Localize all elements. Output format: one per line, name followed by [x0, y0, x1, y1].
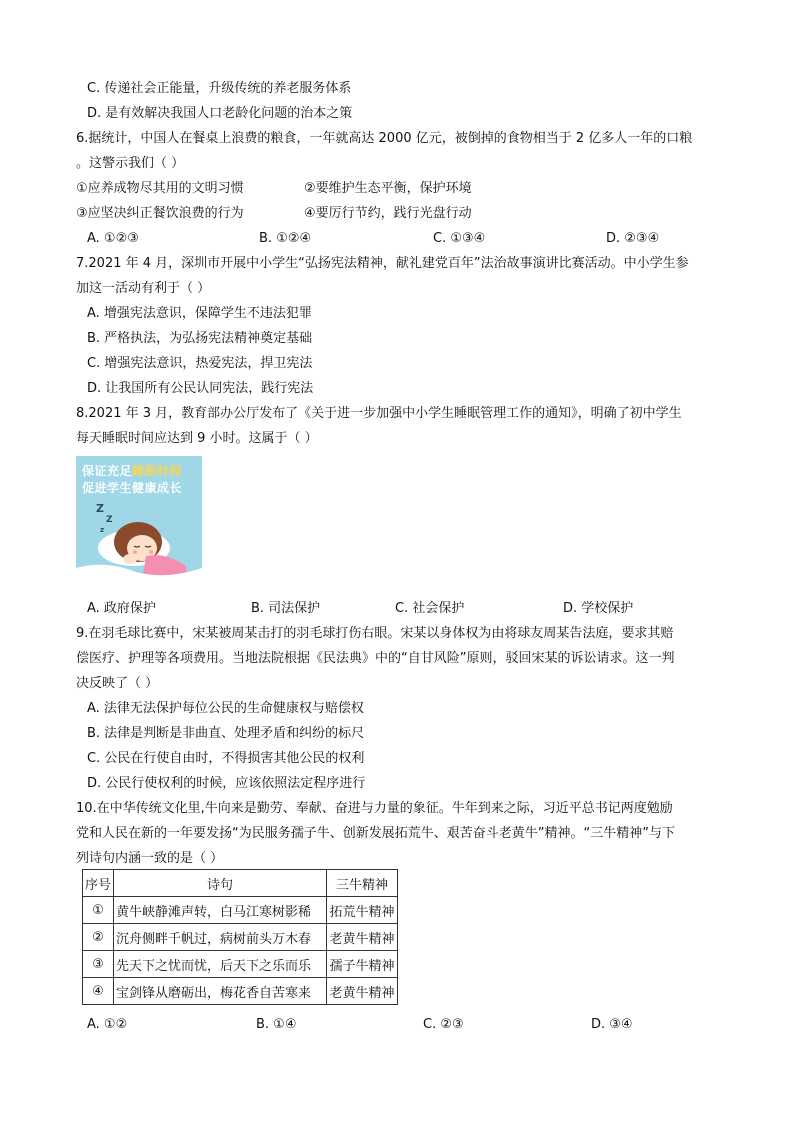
- q8-option-a: A. 政府保护: [87, 601, 156, 616]
- table-row: [83, 897, 398, 924]
- q10-option-b: B. ①④: [256, 1017, 297, 1032]
- q6-option-c: C. ①③④: [433, 231, 486, 246]
- q6-option-d: D. ②③④: [606, 231, 660, 246]
- q7-option-c: C. 增强宪法意识，热爱宪法，捍卫宪法: [87, 356, 313, 371]
- q8-stem-line-1: 8.2021 年 3 月，教育部办公厅发布了《关于进一步加强中小学生睡眠管理工作的通知》，明确了初中学生: [76, 406, 682, 421]
- q6-stem-line-2: 。这警示我们（ ）: [76, 156, 185, 171]
- q10-option-c: C. ②③: [423, 1017, 464, 1032]
- table-cell-number: ④: [83, 978, 114, 1005]
- q6-item-2: ②要维护生态平衡，保护环境: [304, 181, 472, 196]
- q9-stem-line-2: 偿医疗、护理等各项费用。当地法院根据《民法典》中的“自甘风险”原则，驳回宋某的诉讼请求。这一判: [76, 651, 675, 666]
- q5-option-d: D. 是有效解决我国人口老龄化问题的治本之策: [87, 106, 353, 121]
- q10-option-d: D. ③④: [591, 1017, 633, 1032]
- q7-option-a: A. 增强宪法意识，保障学生不违法犯罪: [87, 306, 312, 321]
- q10-stem-line-1: 10.在中华传统文化里,牛向来是勤劳、奉献、奋进与力量的象征。牛年到来之际，习近平总书记两度勉励: [76, 801, 673, 816]
- q6-item-1: ①应养成物尽其用的文明习惯: [76, 181, 244, 196]
- table-row: [83, 924, 398, 951]
- table-cell-spirit: 老黄牛精神: [327, 978, 398, 1005]
- q8-option-d: D. 学校保护: [563, 601, 634, 616]
- table-row: [83, 978, 398, 1005]
- sleep-illustration: [76, 456, 202, 588]
- illustration-title-2: 促进学生健康成长: [82, 481, 183, 495]
- q7-stem-line-2: 加这一活动有利于（ ）: [76, 281, 211, 296]
- table-header-cell: 三牛精神: [327, 870, 398, 897]
- q8-option-c: C. 社会保护: [395, 601, 465, 616]
- q8-stem-line-2: 每天睡眠时间应达到 9 小时。这属于（ ）: [76, 431, 318, 446]
- table-cell-poem: 先天下之忧而忧，后天下之乐而乐: [114, 951, 327, 978]
- table-cell-number: ③: [83, 951, 114, 978]
- svg-text:Z: Z: [96, 502, 104, 515]
- q6-option-b: B. ①②④: [259, 231, 312, 246]
- q6-item-3: ③应坚决纠正餐饮浪费的行为: [76, 206, 244, 221]
- table-header-cell: 诗句: [114, 870, 327, 897]
- poem-table: [82, 869, 398, 1005]
- q6-item-4: ④要厉行节约，践行光盘行动: [304, 206, 472, 221]
- table-cell-spirit: 拓荒牛精神: [327, 897, 398, 924]
- q9-option-a: A. 法律无法保护每位公民的生命健康权与赔偿权: [87, 701, 364, 716]
- q9-stem-line-1: 9.在羽毛球比赛中，宋某被周某击打的羽毛球打伤右眼。宋某以身体权为由将球友周某告法庭，要求其赔: [76, 626, 674, 641]
- table-cell-poem: 沉舟侧畔千帆过，病树前头万木春: [114, 924, 327, 951]
- q8-option-b: B. 司法保护: [251, 601, 321, 616]
- q10-stem-line-2: 党和人民在新的一年要发扬“为民服务孺子牛、创新发展拓荒牛、艰苦奋斗老黄牛”精神。“三牛精神”与下: [76, 826, 675, 841]
- q9-option-c: C. 公民在行使自由时，不得损害其他公民的权利: [87, 751, 365, 766]
- q6-stem-line-1: 6.据统计，中国人在餐桌上浪费的粮食，一年就高达 2000 亿元，被倒掉的食物相当于 2 亿多人一年的口粮: [76, 131, 693, 146]
- q7-option-d: D. 让我国所有公民认同宪法，践行宪法: [87, 381, 314, 396]
- q7-option-b: B. 严格执法，为弘扬宪法精神奠定基础: [87, 331, 313, 346]
- svg-text:z: z: [100, 526, 105, 534]
- table-cell-spirit: 孺子牛精神: [327, 951, 398, 978]
- q10-stem-line-3: 列诗句内涵一致的是（ ）: [76, 851, 224, 866]
- table-header-row: [83, 870, 398, 897]
- q9-option-b: B. 法律是判断是非曲直、处理矛盾和纠纷的标尺: [87, 726, 365, 741]
- illustration-title-1: 保证充足睡眠时间: [82, 464, 183, 478]
- table-cell-poem: 宝剑锋从磨砺出，梅花香自苦寒来: [114, 978, 327, 1005]
- table-cell-number: ②: [83, 924, 114, 951]
- q10-option-a: A. ①②: [87, 1017, 128, 1032]
- sleeping-girl-graphic: [76, 456, 202, 588]
- q6-option-a: A. ①②③: [87, 231, 139, 246]
- table-cell-spirit: 老黄牛精神: [327, 924, 398, 951]
- q7-stem-line-1: 7.2021 年 4 月，深圳市开展中小学生“弘扬宪法精神，献礼建党百年”法治故事演讲比赛活动。中小学生参: [76, 256, 689, 271]
- table-cell-poem: 黄牛峡静滩声转，白马江寒树影稀: [114, 897, 327, 924]
- table-header-cell: 序号: [83, 870, 114, 897]
- q9-stem-line-3: 决反映了（ ）: [76, 676, 159, 691]
- q9-option-d: D. 公民行使权利的时候，应该依照法定程序进行: [87, 776, 366, 791]
- table-cell-number: ①: [83, 897, 114, 924]
- q5-option-c: C. 传递社会正能量，升级传统的养老服务体系: [87, 81, 352, 96]
- svg-text:Z: Z: [106, 515, 113, 525]
- table-row: [83, 951, 398, 978]
